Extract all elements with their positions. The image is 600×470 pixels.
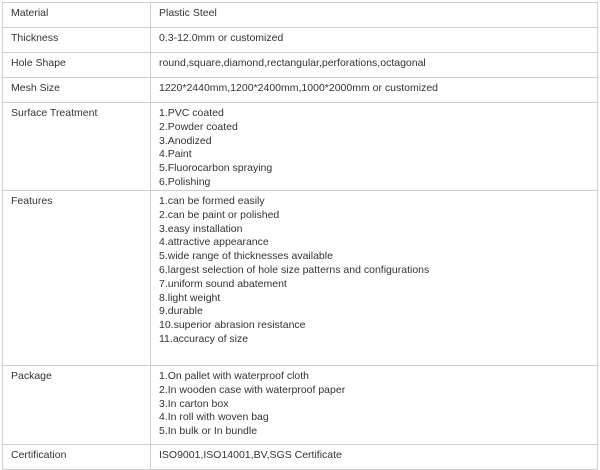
table-row-package xyxy=(3,366,598,445)
row-key: Surface Treatment xyxy=(3,103,151,191)
row-key: Hole Shape xyxy=(3,53,151,78)
value-line: 9.durable xyxy=(159,305,203,318)
value-line: 3.Anodized xyxy=(159,134,212,147)
value-line: 2.Powder coated xyxy=(159,120,238,133)
row-key: Material xyxy=(3,3,151,28)
value-line: 5.wide range of thicknesses available xyxy=(159,250,333,263)
row-value xyxy=(151,366,598,445)
row-key: Certification xyxy=(3,445,151,470)
row-value xyxy=(151,3,598,28)
row-value xyxy=(151,28,598,53)
value-line: 5.In bulk or In bundle xyxy=(159,425,258,438)
value-line: 4.In roll with woven bag xyxy=(159,411,269,424)
row-key: Mesh Size xyxy=(3,78,151,103)
table-row-certification xyxy=(3,445,598,470)
value-line: 1.can be formed easily xyxy=(159,195,265,207)
value-line: 6.largest selection of hole size patterns and configurations xyxy=(159,263,430,276)
row-key: Features xyxy=(3,191,151,366)
table-row-features xyxy=(3,191,598,366)
value-line: 5.Fluorocarbon spraying xyxy=(159,162,273,175)
row-key: Package xyxy=(3,366,151,445)
value-line: 11.accuracy of size xyxy=(159,332,249,345)
value-line: 3.In carton box xyxy=(159,397,229,410)
table-row-mesh-size xyxy=(3,78,598,103)
row-value xyxy=(151,103,598,191)
table-row-thickness xyxy=(3,28,598,53)
value-line: 4.attractive appearance xyxy=(159,236,269,249)
value-line: 1.On pallet with waterproof cloth xyxy=(159,370,309,382)
value-line: ISO9001,ISO14001,BV,SGS Certificate xyxy=(159,449,342,461)
table-row-hole-shape xyxy=(3,53,598,78)
value-line: Plastic Steel xyxy=(159,7,217,19)
table-row-material xyxy=(3,3,598,28)
value-line: 6.Polishing xyxy=(159,175,211,188)
value-line: 7.uniform sound abatement xyxy=(159,277,287,290)
value-line: 3.easy installation xyxy=(159,222,243,235)
value-line: 1.PVC coated xyxy=(159,107,224,119)
value-line: 8.light weight xyxy=(159,291,221,304)
table-row-surface-treatment xyxy=(3,103,598,191)
value-line: 4.Paint xyxy=(159,148,192,161)
spec-table-body xyxy=(3,3,598,470)
value-line: 1220*2440mm,1200*2400mm,1000*2000mm or customized xyxy=(159,82,438,94)
row-key: Thickness xyxy=(3,28,151,53)
row-value xyxy=(151,78,598,103)
value-line: 0.3-12.0mm or customized xyxy=(159,32,284,44)
row-value xyxy=(151,53,598,78)
row-value xyxy=(151,191,598,366)
value-line: 10.superior abrasion resistance xyxy=(159,319,306,332)
row-value xyxy=(151,445,598,470)
value-line: round,square,diamond,rectangular,perforations,octagonal xyxy=(159,57,426,69)
value-line: 2.can be paint or polished xyxy=(159,208,280,221)
spec-table xyxy=(2,2,598,470)
value-line: 2.In wooden case with waterproof paper xyxy=(159,383,346,396)
